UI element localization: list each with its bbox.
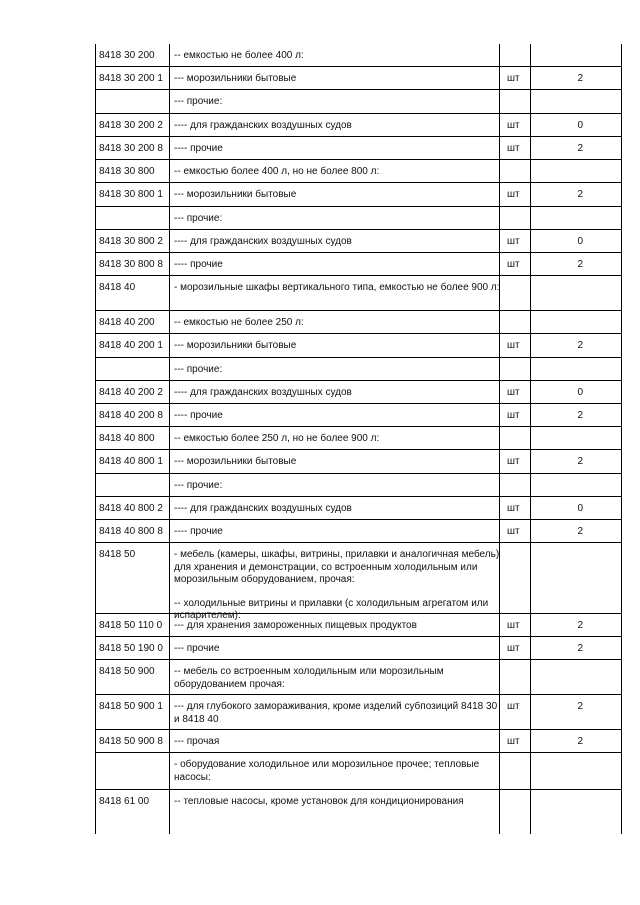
tariff-code: 8418 30 200 8 — [99, 143, 163, 154]
table-row — [95, 230, 621, 253]
description-paragraph: ---- для гражданских воздушных судов — [174, 236, 352, 247]
goods-description — [174, 666, 500, 691]
description-paragraph: --- прочие — [174, 643, 220, 654]
goods-description — [174, 213, 500, 226]
goods-description — [174, 643, 500, 656]
duty-rate: 2 — [577, 340, 583, 351]
tariff-code: 8418 40 200 2 — [99, 387, 163, 398]
table-row — [95, 358, 621, 381]
table-row — [95, 183, 621, 207]
tariff-code: 8418 50 — [99, 549, 136, 560]
unit-of-measure: шт — [507, 143, 520, 154]
goods-description — [174, 503, 500, 516]
table-row — [95, 520, 621, 543]
table-row — [95, 637, 621, 660]
table-row — [95, 730, 621, 753]
description-paragraph: ---- прочие — [174, 410, 223, 421]
tariff-code: 8418 40 800 — [99, 433, 155, 444]
table-row — [95, 160, 621, 183]
unit-of-measure: шт — [507, 643, 520, 654]
duty-rate: 2 — [577, 526, 583, 537]
goods-description — [174, 166, 500, 179]
duty-rate: 2 — [577, 736, 583, 747]
duty-rate: 2 — [577, 701, 583, 712]
tariff-code: 8418 30 200 — [99, 50, 155, 61]
goods-description — [174, 236, 500, 249]
description-paragraph: ---- прочие — [174, 526, 223, 537]
tariff-code: 8418 50 190 0 — [99, 643, 163, 654]
unit-of-measure: шт — [507, 340, 520, 351]
description-paragraph: --- прочая — [174, 736, 220, 747]
unit-of-measure: шт — [507, 410, 520, 421]
description-paragraph: --- прочие: — [174, 213, 223, 224]
duty-rate: 0 — [577, 503, 583, 514]
description-paragraph: - мебель (камеры, шкафы, витрины, прилавки и аналогичная мебель) для хранения и демонстрации, со встроенным холодильным или морозильным оборудованием, прочая: — [174, 549, 500, 585]
table-row — [95, 543, 621, 621]
tariff-code: 8418 50 900 — [99, 666, 155, 677]
goods-description — [174, 50, 500, 63]
description-paragraph: ---- для гражданских воздушных судов — [174, 120, 352, 131]
unit-of-measure: шт — [507, 387, 520, 398]
unit-of-measure: шт — [507, 620, 520, 631]
unit-of-measure: шт — [507, 503, 520, 514]
duty-rate: 0 — [577, 120, 583, 131]
description-paragraph: --- для хранения замороженных пищевых продуктов — [174, 620, 417, 631]
description-paragraph: --- морозильники бытовые — [174, 189, 297, 200]
description-paragraph: ---- для гражданских воздушных судов — [174, 387, 352, 398]
table-row — [95, 311, 621, 334]
duty-rate: 2 — [577, 620, 583, 631]
description-paragraph: --- прочие: — [174, 96, 223, 107]
tariff-code: 8418 40 800 8 — [99, 526, 163, 537]
tariff-code: 8418 40 800 2 — [99, 503, 163, 514]
table-row — [95, 450, 621, 474]
goods-description — [174, 364, 500, 377]
description-paragraph: --- морозильники бытовые — [174, 73, 297, 84]
table-row — [95, 404, 621, 427]
tariff-code: 8418 50 900 1 — [99, 701, 163, 712]
goods-description — [174, 456, 500, 469]
goods-description — [174, 340, 500, 353]
tariff-code: 8418 40 200 1 — [99, 340, 163, 351]
table-row — [95, 474, 621, 497]
description-paragraph: -- емкостью более 400 л, но не более 800 л: — [174, 166, 380, 177]
unit-of-measure: шт — [507, 189, 520, 200]
description-paragraph: --- прочие: — [174, 480, 223, 491]
goods-description — [174, 189, 500, 202]
duty-rate: 2 — [577, 143, 583, 154]
goods-description — [174, 120, 500, 133]
description-paragraph: -- мебель со встроенным холодильным или морозильным оборудованием прочая: — [174, 666, 444, 690]
duty-rate: 0 — [577, 387, 583, 398]
table-row — [95, 114, 621, 137]
duty-rate: 2 — [577, 456, 583, 467]
tariff-code: 8418 30 800 8 — [99, 259, 163, 270]
tariff-table — [95, 44, 621, 814]
unit-of-measure: шт — [507, 73, 520, 84]
table-row — [95, 67, 621, 90]
description-paragraph: -- емкостью более 250 л, но не более 900 л: — [174, 433, 380, 444]
description-paragraph: -- холодильные витрины и прилавки (с холодильным агрегатом или испарителем): — [174, 597, 489, 621]
table-row — [95, 427, 621, 450]
unit-of-measure: шт — [507, 456, 520, 467]
goods-description — [174, 259, 500, 272]
tariff-code: 8418 30 200 1 — [99, 73, 163, 84]
goods-description — [174, 143, 500, 156]
unit-of-measure: шт — [507, 259, 520, 270]
table-row — [95, 381, 621, 404]
table-row — [95, 753, 621, 790]
column-rule-right — [621, 44, 622, 834]
tariff-code: 8418 50 900 8 — [99, 736, 163, 747]
goods-description — [174, 526, 500, 539]
goods-description — [174, 317, 500, 330]
duty-rate: 2 — [577, 410, 583, 421]
tariff-code: 8418 40 200 8 — [99, 410, 163, 421]
description-paragraph: -- емкостью не более 400 л: — [174, 50, 304, 61]
goods-description — [174, 387, 500, 400]
duty-rate: 2 — [577, 259, 583, 270]
goods-description — [174, 701, 500, 726]
goods-description — [174, 549, 500, 623]
duty-rate: 2 — [577, 643, 583, 654]
unit-of-measure: шт — [507, 236, 520, 247]
goods-description — [174, 282, 500, 295]
description-paragraph: -- тепловые насосы, кроме установок для кондиционирования — [174, 796, 464, 807]
duty-rate: 0 — [577, 236, 583, 247]
tariff-code: 8418 30 800 1 — [99, 189, 163, 200]
table-row — [95, 44, 621, 67]
description-paragraph: --- для глубокого замораживания, кроме изделий субпозиций 8418 30 и 8418 40 — [174, 701, 498, 725]
table-row — [95, 334, 621, 358]
goods-description — [174, 433, 500, 446]
description-paragraph: ---- прочие — [174, 259, 223, 270]
table-row — [95, 253, 621, 276]
description-paragraph: --- морозильники бытовые — [174, 456, 297, 467]
description-paragraph: ---- для гражданских воздушных судов — [174, 503, 352, 514]
tariff-code: 8418 40 — [99, 282, 136, 293]
goods-description — [174, 620, 500, 633]
description-paragraph: - оборудование холодильное или морозильное прочее; тепловые насосы: — [174, 759, 480, 783]
goods-description — [174, 480, 500, 493]
tariff-code: 8418 61 00 — [99, 796, 150, 807]
tariff-code: 8418 30 200 2 — [99, 120, 163, 131]
goods-description — [174, 796, 500, 809]
tariff-code: 8418 50 110 0 — [99, 620, 163, 631]
unit-of-measure: шт — [507, 701, 520, 712]
description-paragraph: --- прочие: — [174, 364, 223, 375]
table-row — [95, 207, 621, 230]
duty-rate: 2 — [577, 189, 583, 200]
unit-of-measure: шт — [507, 526, 520, 537]
table-row — [95, 614, 621, 637]
tariff-code: 8418 40 200 — [99, 317, 155, 328]
table-row — [95, 137, 621, 160]
table-row — [95, 790, 621, 814]
goods-description — [174, 410, 500, 423]
tariff-code: 8418 30 800 2 — [99, 236, 163, 247]
table-row — [95, 276, 621, 311]
description-paragraph: -- емкостью не более 250 л: — [174, 317, 304, 328]
tariff-code: 8418 30 800 — [99, 166, 155, 177]
goods-description — [174, 736, 500, 749]
goods-description — [174, 96, 500, 109]
unit-of-measure: шт — [507, 120, 520, 131]
goods-description — [174, 759, 500, 784]
goods-description — [174, 73, 500, 86]
unit-of-measure: шт — [507, 736, 520, 747]
table-row — [95, 695, 621, 730]
description-paragraph: ---- прочие — [174, 143, 223, 154]
table-row — [95, 90, 621, 114]
tariff-code: 8418 40 800 1 — [99, 456, 163, 467]
table-row — [95, 497, 621, 520]
description-paragraph: - морозильные шкафы вертикального типа, емкостью не более 900 л: — [174, 282, 500, 293]
description-paragraph: --- морозильники бытовые — [174, 340, 297, 351]
duty-rate: 2 — [577, 73, 583, 84]
table-row — [95, 660, 621, 695]
